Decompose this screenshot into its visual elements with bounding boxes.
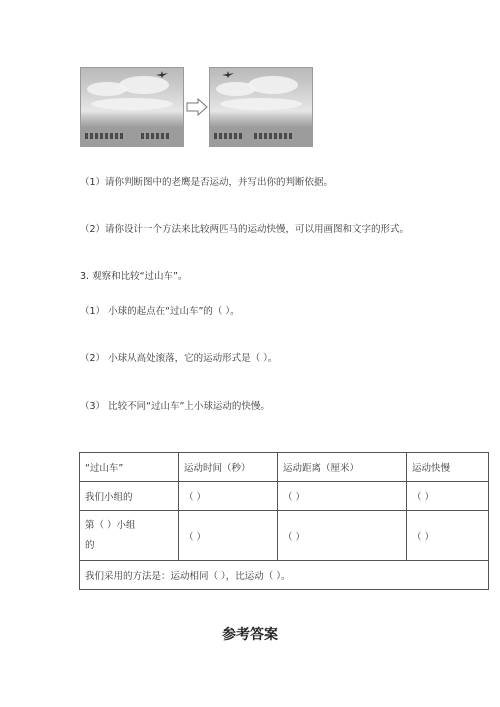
blank-text: （ ）: [184, 531, 207, 543]
blank-cell[interactable]: [278, 482, 407, 511]
row-label-line: 的: [85, 539, 95, 551]
table-row: [80, 511, 489, 561]
question-3-title: 3. 观察和比较“过山车”。: [80, 271, 188, 282]
table-header-row: [80, 453, 489, 482]
blank-text: （ ）: [283, 531, 306, 543]
eagle-icon: [222, 71, 234, 79]
question-2-sub-2: （2）请你设计一个方法来比较两匹马的运动快慢，可以用画图和文字的形式。: [80, 224, 410, 235]
answer-heading: 参考答案: [222, 627, 278, 643]
table-header: “过山车”: [80, 453, 179, 482]
blank-text: （ ）: [412, 531, 435, 543]
row-label: 我们小组的: [80, 482, 179, 511]
roller-coaster-table: [79, 452, 489, 590]
question-3-sub-2: （2） 小球从高处滚落，它的运动形式是（ ）。: [80, 353, 278, 364]
table-header: 运动时间（秒）: [179, 453, 278, 482]
blank-text: （ ）: [184, 492, 207, 503]
blank-cell[interactable]: [278, 511, 407, 561]
blank-text: （ ）: [283, 492, 306, 503]
eagle-icon: [156, 71, 168, 79]
blank-cell[interactable]: [179, 482, 278, 511]
question-3-sub-1: （1） 小球的起点在“过山车”的（ ）。: [80, 306, 240, 317]
table-row: [80, 482, 489, 511]
table-header: 运动快慢: [407, 453, 489, 482]
question-3-sub-3: （3） 比较不同“过山车”上小球运动的快慢。: [80, 401, 270, 412]
scene-photo-before: [80, 67, 184, 147]
table-footer-row: [80, 561, 489, 590]
scene-photo-after: [209, 67, 313, 147]
method-footer: 我们采用的方法是：运动相同（ ），比运动（ ）。: [80, 561, 489, 590]
row-label-line: 第（ ）小组: [85, 519, 136, 531]
blank-cell[interactable]: [407, 511, 489, 561]
right-arrow-icon: [186, 98, 208, 116]
blank-text: （ ）: [412, 492, 435, 503]
question-2-sub-1: （1）请你判断图中的老鹰是否运动，并写出你的判断依据。: [80, 177, 334, 188]
blank-cell[interactable]: [407, 482, 489, 511]
blank-cell[interactable]: [179, 511, 278, 561]
row-label: [80, 511, 179, 561]
table-header: 运动距离（厘米）: [278, 453, 407, 482]
